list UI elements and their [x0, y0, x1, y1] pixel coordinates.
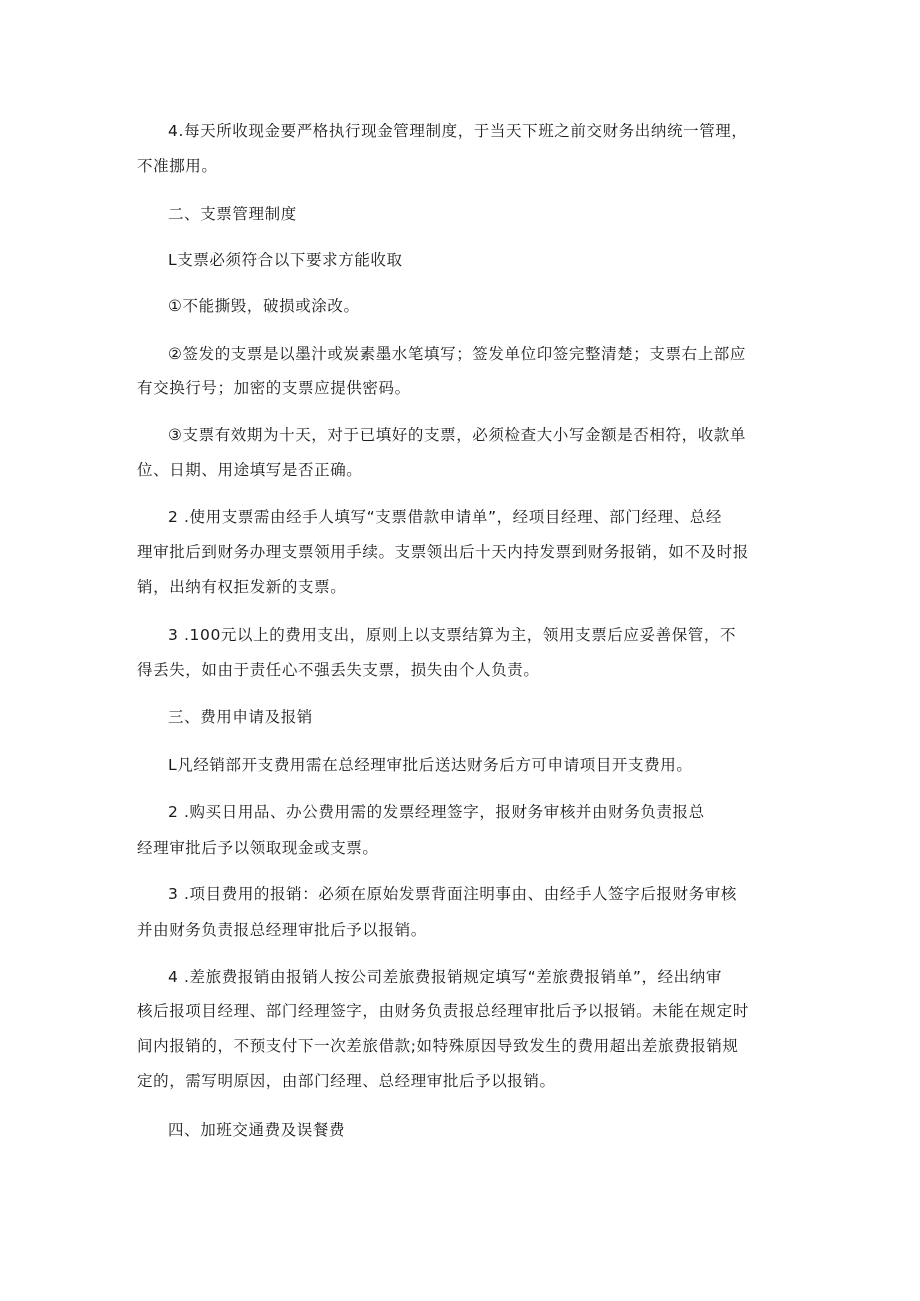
text-line: 3 .100元以上的费用支出，原则上以支票结算为主，领用支票后应妥善保管，不: [168, 626, 737, 644]
text-line: 核后报项目经理、部门经理签字，由财务负责报总经理审批后予以报销。未能在规定时: [137, 1002, 749, 1020]
text-line: 有交换行号；加密的支票应提供密码。: [137, 379, 411, 397]
text-line: 间内报销的，不预支付下一次差旅借款;如特殊原因导致发生的费用超出差旅费报销规: [137, 1037, 739, 1055]
text-line: 2 .使用支票需由经手人填写“支票借款申请单”，经项目经理、部门经理、总经: [168, 508, 722, 526]
section-heading: 四、加班交通费及误餐费: [168, 1121, 346, 1139]
text-line: 理审批后到财务办理支票领用手续。支票领出后十天内持发票到财务报销，如不及时报: [137, 543, 749, 561]
text-line: 不准挪用。: [137, 157, 218, 175]
text-line: 经理审批后予以领取现金或支票。: [137, 839, 379, 857]
text-line: 定的，需写明原因，由部门经理、总经理审批后予以报销。: [137, 1072, 556, 1090]
text-line: 位、日期、用途填写是否正确。: [137, 461, 363, 479]
text-line: L支票必须符合以下要求方能收取: [168, 251, 403, 269]
text-line: 3 .项目费用的报销：必须在原始发票背面注明事由、由经手人签字后报财务审核: [168, 885, 737, 903]
text-line: 4.每天所收现金要严格执行现金管理制度，于当天下班之前交财务出纳统一管理，: [168, 122, 748, 140]
text-line: 2 .购买日用品、办公费用需的发票经理签字，报财务审核并由财务负责报总: [168, 803, 705, 821]
text-line: ①不能撕毁，破损或涂改。: [168, 297, 360, 315]
text-line: 得丢失，如由于责任心不强丢失支票，损失由个人负责。: [137, 661, 540, 679]
text-line: 4 .差旅费报销由报销人按公司差旅费报销规定填写“差旅费报销单”，经出纳审: [168, 968, 722, 986]
text-line: ③支票有效期为十天，对于已填好的支票，必须检查大小写金额是否相符，收款单: [168, 426, 746, 444]
text-line: 销，出纳有权拒发新的支票。: [137, 578, 347, 596]
text-line: ②签发的支票是以墨汁或炭素墨水笔填写；签发单位印签完整清楚；支票右上部应: [168, 345, 746, 363]
text-line: L凡经销部开支费用需在总经理审批后送达财务后方可申请项目开支费用。: [168, 756, 693, 774]
section-heading: 二、支票管理制度: [168, 205, 297, 223]
section-heading: 三、费用申请及报销: [168, 708, 313, 726]
text-line: 并由财务负责报总经理审批后予以报销。: [137, 921, 427, 939]
